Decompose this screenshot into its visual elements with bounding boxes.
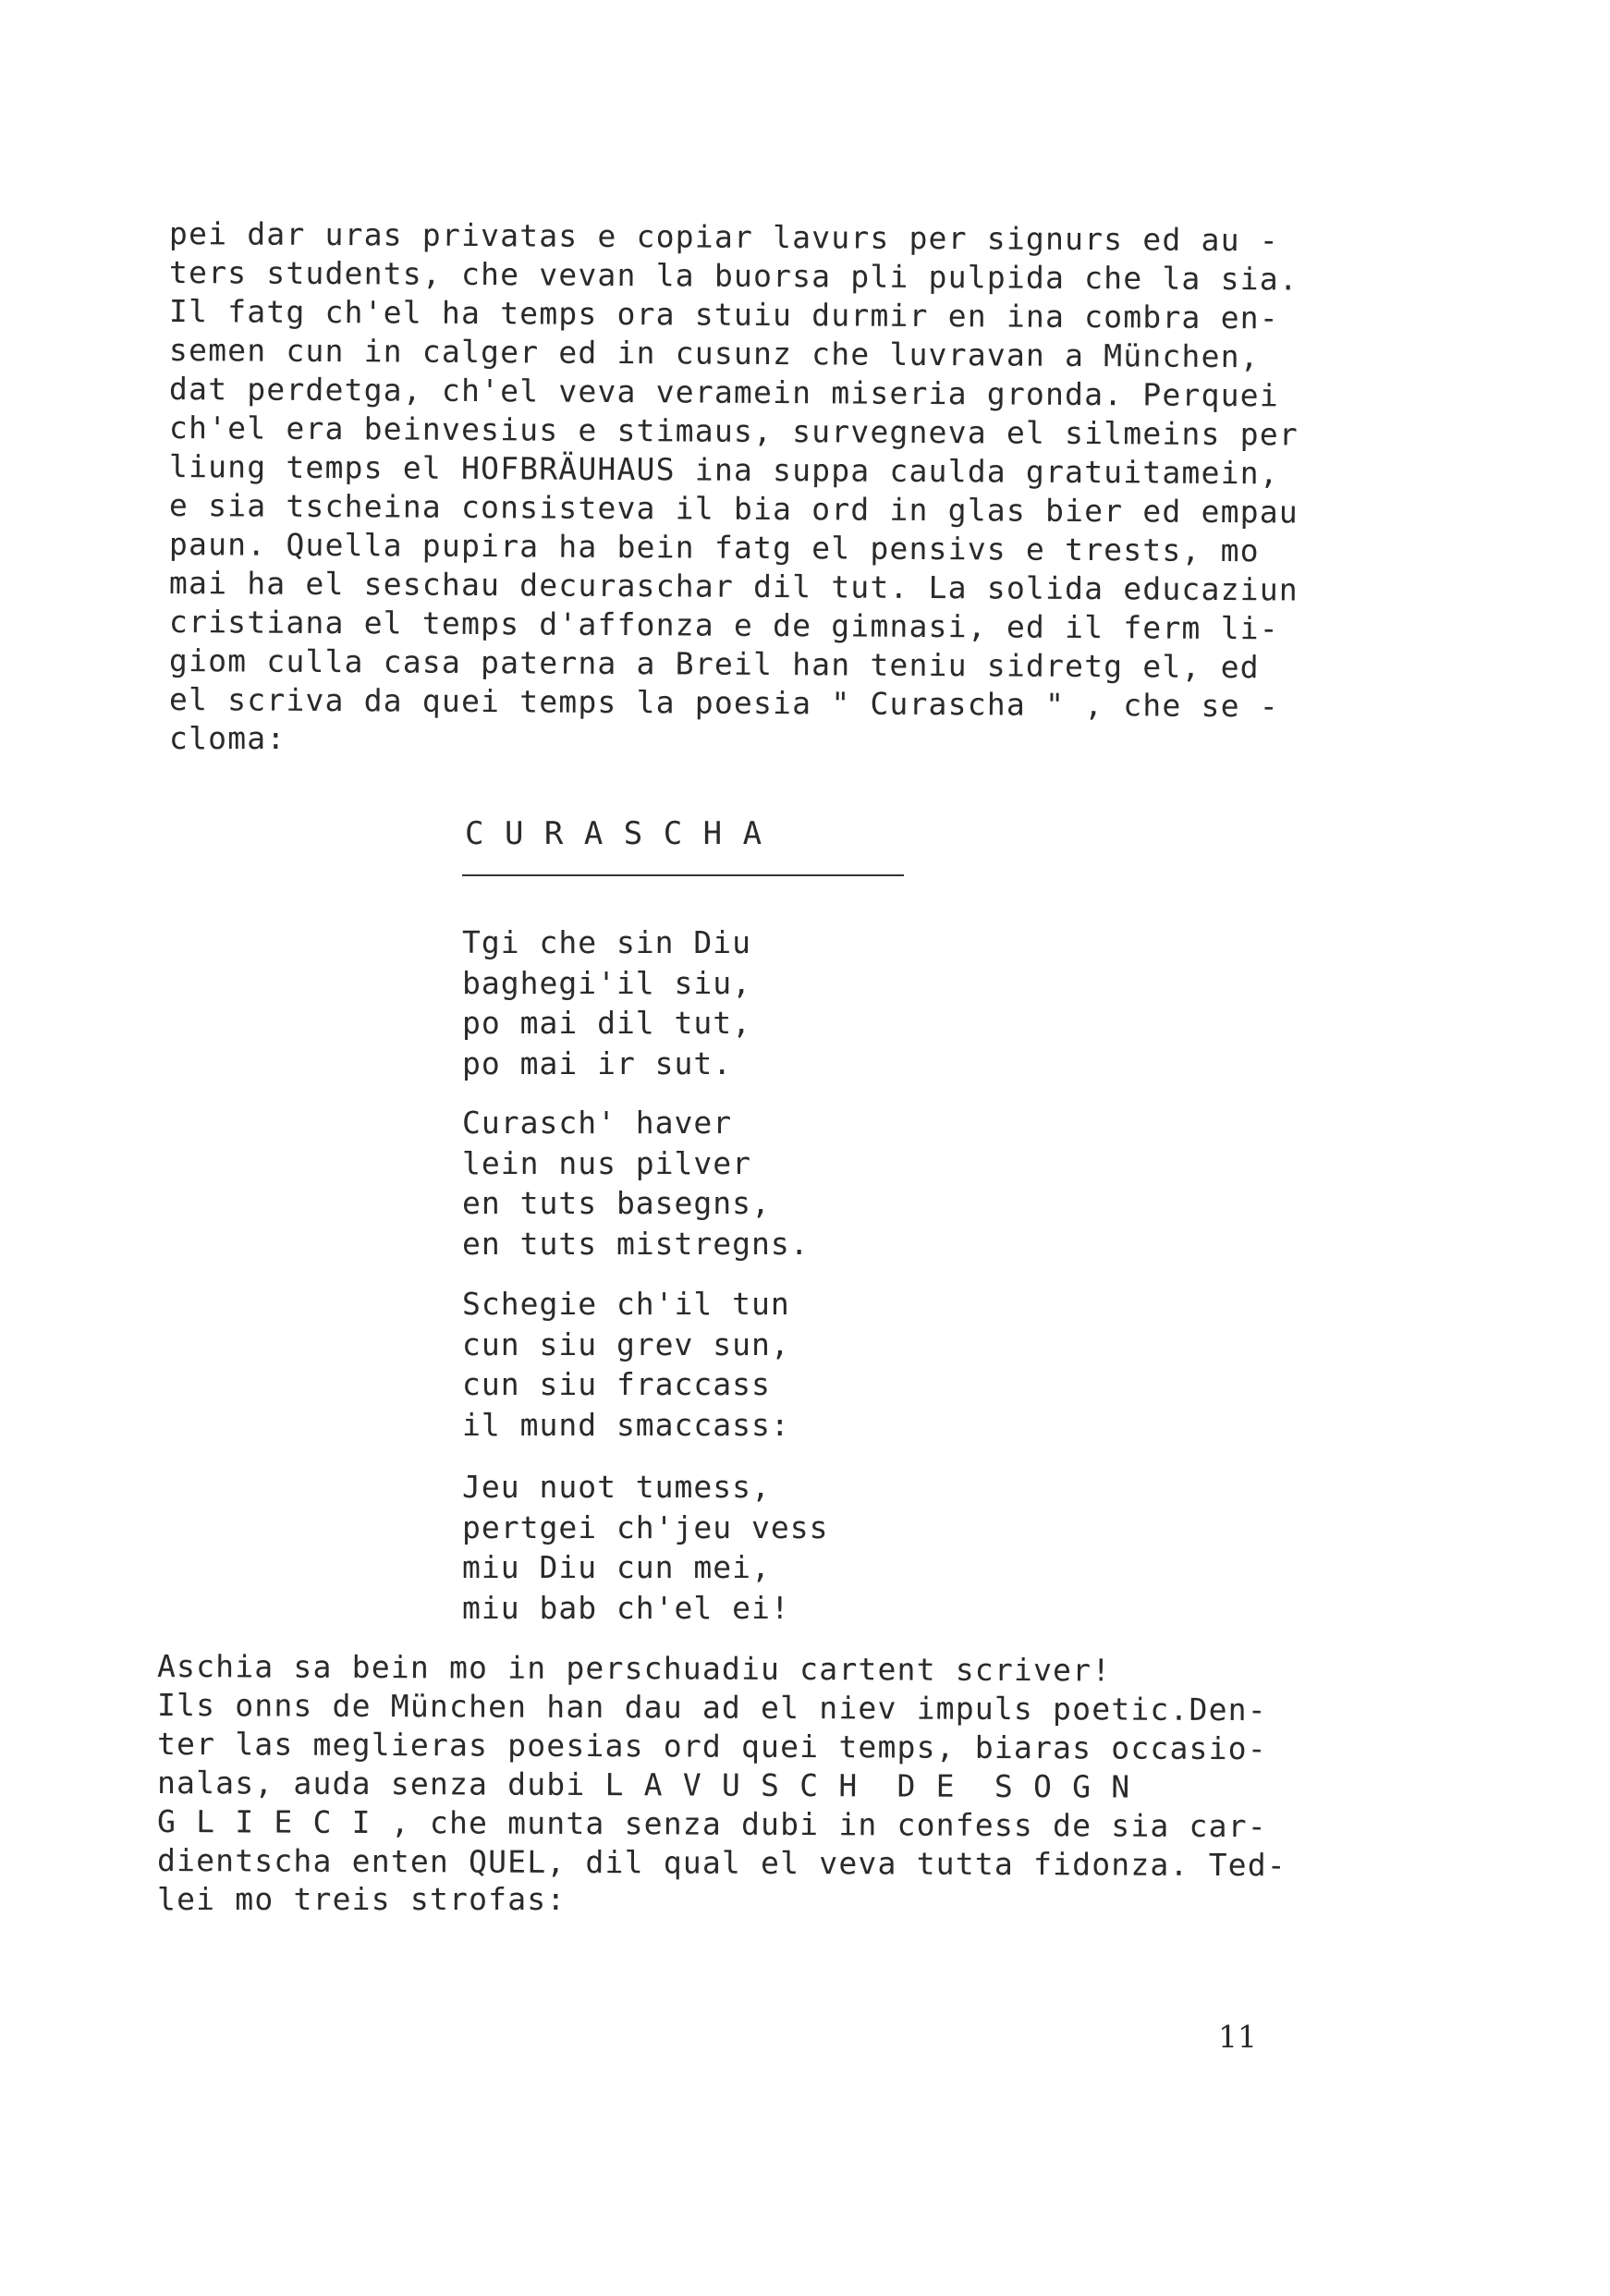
intro-paragraph	[169, 214, 1299, 758]
verse-line: il mund smaccass:	[462, 1406, 790, 1443]
closing-paragraph	[157, 1647, 1287, 1919]
verse-line: po mai dil tut,	[462, 1005, 752, 1041]
verse-line: po mai ir sut.	[462, 1044, 733, 1081]
verse-line: Tgi che sin Diu	[462, 924, 752, 960]
text-line: Aschia sa bein mo in perschuadiu cartent scriver!	[156, 1648, 1112, 1689]
verse-line: Curasch' haver	[462, 1105, 733, 1141]
verse-line: miu bab ch'el ei!	[462, 1589, 790, 1626]
poem-title: C U R A S C H A	[465, 815, 763, 852]
text-line: ter las meglieras poesias ord quei temps, biaras occasio-	[156, 1726, 1267, 1767]
verse-line: Jeu nuot tumess,	[462, 1469, 771, 1505]
text-line: paun. Quella pupira ha bein fatg el pensivs e trests, mo	[168, 526, 1260, 569]
verse-line: en tuts basegns,	[462, 1185, 771, 1221]
text-line: ch'el era beinvesius e stimaus, survegneva el silmeins per	[168, 409, 1299, 453]
verse-line: en tuts mistregns.	[462, 1225, 810, 1262]
verse-line: cun siu fraccass	[462, 1366, 771, 1402]
text-line: Il fatg ch'el ha temps ora stuiu durmir en ina combra en-	[168, 293, 1279, 336]
text-line: cloma:	[169, 720, 287, 756]
poem-stanza	[462, 1103, 810, 1264]
title-underline	[462, 874, 904, 876]
text-line: ters students, che vevan la buorsa pli pulpida che la sia.	[168, 254, 1299, 298]
verse-line: miu Diu cun mei,	[462, 1549, 771, 1585]
text-line: giom culla casa paterna a Breil han teniu sidretg el, ed	[168, 642, 1260, 686]
text-line: nalas, auda senza dubi L A V U S C H D E S O G N	[156, 1765, 1131, 1805]
text-line: cristiana el temps d'affonza e de gimnasi, ed il ferm li-	[168, 604, 1279, 647]
text-line: dientscha enten QUEL, dil qual el veva tutta fidonza. Ted-	[156, 1842, 1287, 1884]
verse-line: cun siu grev sun,	[462, 1325, 790, 1362]
text-line: dat perdetga, ch'el veva veramein miseria gronda. Perquei	[168, 371, 1279, 414]
text-line: pei dar uras privatas e copiar lavurs per signurs ed au -	[168, 215, 1279, 259]
text-line: liung temps el HOFBRÄUHAUS ina suppa caulda gratuitamein,	[168, 448, 1279, 492]
verse-line: lein nus pilver	[462, 1144, 752, 1181]
text-line: G L I E C I , che munta senza dubi in confess de sia car-	[156, 1803, 1267, 1845]
text-line: Ils onns de München han dau ad el niev impuls poetic.Den-	[156, 1687, 1267, 1728]
verse-line: baghegi'il siu,	[462, 964, 752, 1001]
text-line: e sia tscheina consisteva il bia ord in glas bier ed empau	[168, 487, 1299, 531]
page-number: 11	[1218, 2019, 1257, 2055]
poem-stanza	[462, 1467, 829, 1628]
verse-line: pertgei ch'jeu vess	[462, 1508, 829, 1545]
verse-line: Schegie ch'il tun	[462, 1286, 790, 1322]
poem-stanza	[462, 922, 751, 1083]
text-line: semen cun in calger ed in cusunz che luvravan a München,	[168, 332, 1260, 375]
text-line: el scriva da quei temps la poesia " Curascha " , che se -	[168, 681, 1279, 725]
text-line: lei mo treis strofas:	[157, 1881, 567, 1917]
text-line: mai ha el seschau decuraschar dil tut. La solida educaziun	[168, 565, 1299, 608]
poem-stanza	[462, 1284, 790, 1445]
